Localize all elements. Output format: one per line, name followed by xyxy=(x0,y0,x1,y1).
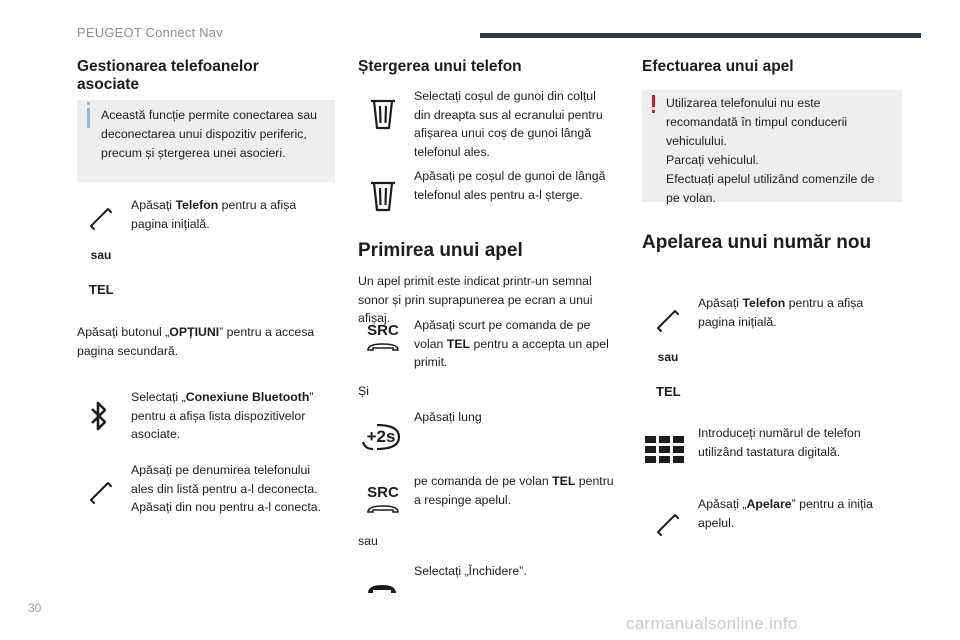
src-label: SRC xyxy=(367,322,399,339)
hang-up-icon xyxy=(367,582,397,596)
phone-handset-icon xyxy=(88,478,114,504)
and-label: Și xyxy=(358,384,369,398)
warning-icon xyxy=(652,95,655,107)
step-long-press: Apăsați lung xyxy=(414,410,482,424)
section-title-delete-phone: Ștergerea unui telefon xyxy=(358,58,522,75)
step-press-call: Apăsați „Apelare” pentru a iniția apelul. xyxy=(698,497,873,530)
keypad-icon xyxy=(645,436,685,464)
section-title-make-call: Efectuarea unui apel xyxy=(642,58,794,75)
step-accept-call: Apăsați scurt pe comanda de pe volan TEL pentru a accepta un apel primit. xyxy=(414,318,609,369)
page-number: 30 xyxy=(28,601,42,615)
step-press-telefon: Apăsați Telefon pentru a afișa pagina inițială. xyxy=(698,296,864,329)
step-select-close: Selectați „Închidere”. xyxy=(414,564,527,578)
warning-note-text: Utilizarea telefonului nu este recomandată în timpul conducerii vehiculului. Parcați vehiculul. Efectuați apelul utilizând comenzile de pe volan. xyxy=(666,96,875,205)
phone-handset-icon xyxy=(655,306,681,332)
src-label: SRC xyxy=(367,484,399,501)
warning-note xyxy=(642,90,902,205)
step-select-trash: Selectați coșul de gunoi din colțul din dreapta sus al ecranului pentru afișarea unui coș de gunoi lângă telefonul ales. xyxy=(414,89,603,159)
incoming-call-intro: Un apel primit este indicat printr-un semnal sonor și prin suprapunerea pe ecran a unui afișaj. xyxy=(358,274,593,325)
info-note xyxy=(77,100,335,182)
trash-icon xyxy=(370,180,396,212)
step-select-bluetooth: Selectați „Conexiune Bluetooth” pentru a afișa lista dispozitivelor asociate. xyxy=(131,390,314,441)
src-steering-button-icon xyxy=(366,485,400,515)
src-steering-button-icon xyxy=(366,323,400,353)
tel-button-label: TEL xyxy=(89,282,114,297)
step-press-options: Apăsați butonul „OPȚIUNI” pentru a accesa pagina secundară. xyxy=(77,325,315,358)
step-press-trash: Apăsați pe coșul de gunoi de lângă telefonul ales pentru a-l șterge. xyxy=(414,169,606,202)
section-title-dial-new-number: Apelarea unui număr nou xyxy=(642,232,872,253)
header-bar xyxy=(480,33,921,38)
tel-button-label: TEL xyxy=(656,384,681,399)
trash-icon xyxy=(370,98,396,130)
info-note-text: Această funcție permite conectarea sau deconectarea unui dispozitiv periferic, precum și ștergerea unei asocieri. xyxy=(101,108,318,160)
or-label: sau xyxy=(657,350,679,364)
bluetooth-icon xyxy=(90,400,108,432)
section-title-paired-phones: Gestionarea telefoanelor asociate xyxy=(77,58,259,93)
or-label: sau xyxy=(90,248,112,262)
plus-2s-label: +2s xyxy=(366,427,396,446)
step-tap-phone-name: Apăsați pe denumirea telefonului ales din listă pentru a-l deconecta. Apăsați din nou pentru a-l conecta. xyxy=(131,463,322,514)
long-press-2s-icon xyxy=(359,424,403,450)
step-enter-number: Introduceți numărul de telefon utilizând tastatura digitală. xyxy=(698,426,861,459)
phone-handset-icon xyxy=(88,204,114,230)
header-title: PEUGEOT Connect Nav xyxy=(77,25,223,40)
section-title-receive-call: Primirea unui apel xyxy=(358,240,523,261)
watermark: carmanualsonline.info xyxy=(626,614,798,633)
or-label: sau xyxy=(358,534,378,548)
step-press-telefon: Apăsați Telefon pentru a afișa pagina inițială. xyxy=(131,198,297,231)
phone-handset-icon xyxy=(655,510,681,536)
info-icon xyxy=(87,108,90,128)
step-reject-call: pe comanda de pe volan TEL pentru a respinge apelul. xyxy=(414,474,614,507)
